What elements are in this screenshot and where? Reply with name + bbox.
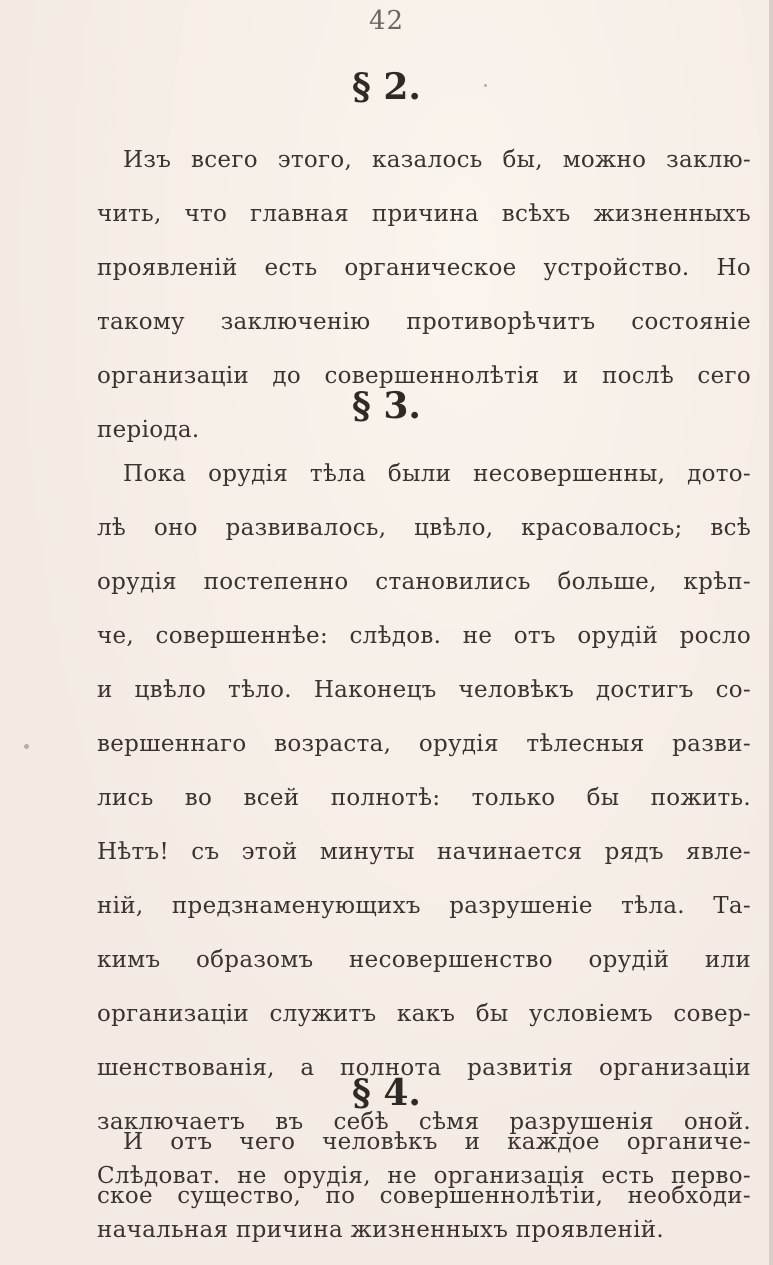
text-line: Нѣтъ! съ этой минуты начинается рядъ явле- bbox=[97, 839, 751, 865]
text-line: вершеннаго возраста, орудія тѣлесныя разви- bbox=[97, 731, 751, 757]
text-line: начальная причина жизненныхъ проявленій. bbox=[97, 1217, 664, 1243]
text-line: ній, предзнаменующихъ разрушеніе тѣла. Та- bbox=[97, 893, 751, 919]
text-line: организаціи до совершеннолѣтія и послѣ сего bbox=[97, 363, 751, 389]
paper-speck bbox=[24, 744, 29, 749]
text-line: че, совершеннѣе: слѣдов. не отъ орудій росло bbox=[97, 623, 751, 649]
text-line: ское существо, по совершеннолѣтіи, необходи- bbox=[97, 1183, 751, 1209]
text-line: Изъ всего этого, казалось бы, можно заклю- bbox=[123, 147, 751, 173]
text-line: орудія постепенно становились больше, крѣп- bbox=[97, 569, 751, 595]
text-line: и цвѣло тѣло. Наконецъ человѣкъ достигъ со- bbox=[97, 677, 751, 703]
text-line: И отъ чего человѣкъ и каждое органиче- bbox=[123, 1129, 751, 1155]
text-line: шенствованія, а полнота развитія организаціи bbox=[97, 1055, 751, 1081]
text-line: кимъ образомъ несовершенство орудій или bbox=[97, 947, 751, 973]
text-line: Слѣдоват. не орудія, не организація есть перво- bbox=[97, 1163, 751, 1189]
text-line: такому заключенію противорѣчитъ состояніе bbox=[97, 309, 751, 335]
text-line: проявленій есть органическое устройство. Но bbox=[97, 255, 751, 281]
section-heading-2: § 2. bbox=[352, 66, 421, 108]
text-line: лѣ оно развивалось, цвѣло, красовалось; всѣ bbox=[97, 515, 751, 541]
text-line: періода. bbox=[97, 417, 200, 443]
text-line: чить, что главная причина всѣхъ жизненныхъ bbox=[97, 201, 751, 227]
text-line: заключаетъ въ себѣ сѣмя разрушенія оной. bbox=[97, 1109, 751, 1135]
text-line: Пока орудія тѣла были несовершенны, дото- bbox=[123, 461, 751, 487]
text-line: лись во всей полнотѣ: только бы пожить. bbox=[97, 785, 751, 811]
page-number: 42 bbox=[368, 6, 405, 36]
text-line: организаціи служитъ какъ бы условіемъ совер- bbox=[97, 1001, 751, 1027]
paper-speck bbox=[484, 84, 487, 87]
section-heading-3: § 3. bbox=[352, 385, 421, 427]
paragraph-section-4 bbox=[97, 1115, 751, 1223]
section-heading-4: § 4. bbox=[352, 1072, 421, 1114]
